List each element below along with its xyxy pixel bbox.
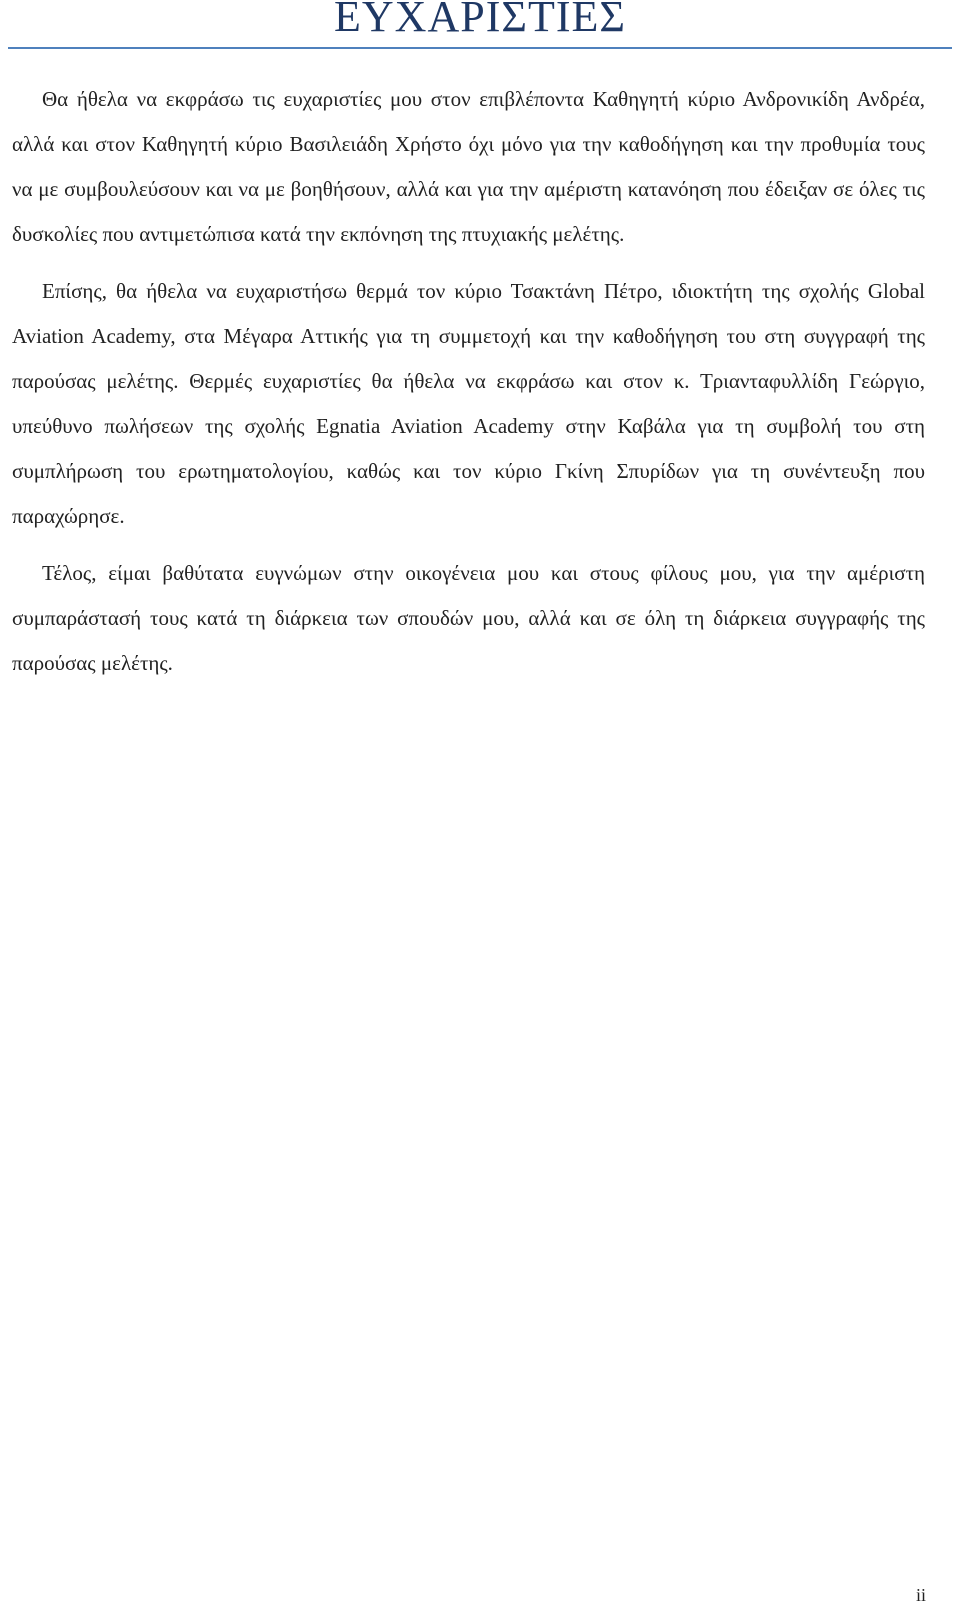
page-number: ii [915,1585,926,1605]
page-title: ΕΥΧΑΡΙΣΤΙΕΣ [334,0,626,41]
title-divider [8,47,952,49]
paragraph-3: Τέλος, είμαι βαθύτατα ευγνώμων στην οικογένεια μου και στους φίλους μου, για την αμέριστη συμπαράστασή τους κατά τη διάρκεια των σπουδών μου, αλλά και σε όλη τη διάρκεια συγγραφής της παρούσας μελέτης. [12,561,925,675]
paragraph-1: Θα ήθελα να εκφράσω τις ευχαριστίες μου στον επιβλέποντα Καθηγητή κύριο Ανδρονικίδη Ανδρέα, αλλά και στον Καθηγητή κύριο Βασιλειάδη Χρήστο όχι μόνο για την καθοδήγηση και την προθυμία τους να με συμβουλεύσουν και να με βοηθήσουν, αλλά και για την αμέριστη κατανόηση που έδειξαν σε όλες τις δυσκολίες που αντιμετώπισα κατά την εκπόνηση της πτυχιακής μελέτης. [12,87,925,246]
paragraph-2: Επίσης, θα ήθελα να ευχαριστήσω θερμά τον κύριο Τσακτάνη Πέτρο, ιδιοκτήτη της σχολής Global Aviation Academy, στα Μέγαρα Αττικής για τη συμμετοχή και την καθοδήγηση του στη συγγραφή της παρούσας μελέτης. Θερμές ευχαριστίες θα ήθελα να εκφράσω και στον κ. Τριανταφυλλίδη Γεώργιο, υπεύθυνο πωλήσεων της σχολής Egnatia Aviation Academy στην Καβάλα για τη συμβολή του στη συμπλήρωση του ερωτηματολογίου, καθώς και τον κύριο Γκίνη Σπυρίδων για τη συνέντευξη που παραχώρησε. [12,279,925,528]
acknowledgements-body [12,77,925,698]
